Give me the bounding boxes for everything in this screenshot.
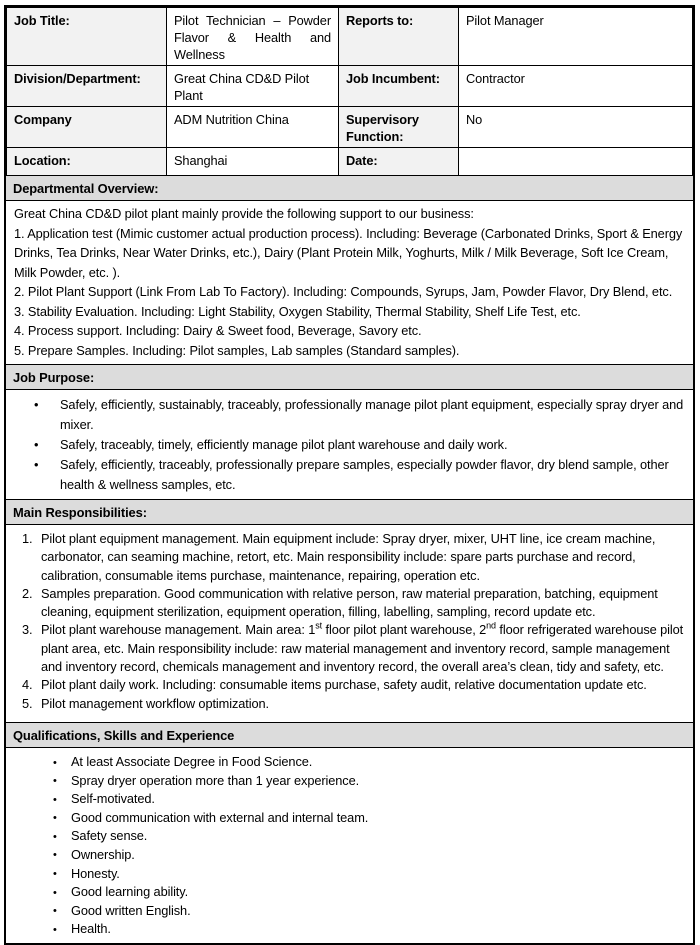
job-purpose-list: [14, 395, 684, 495]
list-item: • Good written English.: [14, 902, 684, 921]
qualifications-list: [14, 753, 684, 939]
division-department-value: Great China CD&D Pilot Plant: [167, 66, 339, 107]
list-item: • Good learning ability.: [14, 883, 684, 902]
info-row-division: [7, 66, 693, 107]
company-value: ADM Nutrition China: [167, 107, 339, 148]
job-info-table: [6, 7, 693, 176]
info-row-company: [7, 107, 693, 148]
list-item: • Safely, efficiently, sustainably, traceably, professionally manage pilot plant equipment, especially spray dryer and mixer.: [14, 395, 684, 435]
text-part: Pilot plant warehouse management. Main area: 1: [41, 622, 316, 638]
list-item: • Safety sense.: [14, 827, 684, 846]
list-item: • Safely, efficiently, traceably, professionally prepare samples, especially powder flavor, dry blend sample, other health & wellness samples, etc.: [14, 455, 684, 495]
departmental-overview-body: [6, 201, 693, 364]
list-item: • Safely, traceably, timely, efficiently manage pilot plant warehouse and daily work.: [14, 435, 684, 455]
section-heading-job-purpose: Job Purpose:: [6, 364, 693, 390]
section-heading-qualifications: Qualifications, Skills and Experience: [6, 722, 693, 748]
overview-point: 5. Prepare Samples. Including: Pilot samples, Lab samples (Standard samples).: [14, 342, 460, 358]
text-part: floor refrigerated warehouse pilot plant area, etc. Main responsibility include: raw material management and inventory record, sample management and inventory record, chemicals management and inventory record, the overall area’s clean, tidy and safety, etc.: [41, 622, 684, 675]
ordinal-superscript: st: [315, 621, 323, 632]
job-incumbent-value: Contractor: [459, 66, 693, 107]
reports-to-label: Reports to:: [339, 8, 459, 66]
date-value: [459, 148, 693, 176]
main-responsibilities-body: [6, 525, 693, 722]
list-item: Pilot plant equipment management. Main equipment include: Spray dryer, mixer, UHT line, ice cream machine, carbonator, can seaming machine, retort, etc. Main responsibility include: spare parts purchase and record, calibration, consumable items purchase, maintenance, repairing, operation etc.: [41, 531, 656, 583]
location-label: Location:: [7, 148, 167, 176]
overview-point: 4. Process support. Including: Dairy & Sweet food, Beverage, Savory etc.: [14, 323, 422, 338]
section-heading-main-responsibilities: Main Responsibilities:: [6, 499, 693, 525]
company-label: Company: [7, 107, 167, 148]
list-item: • Health.: [14, 920, 684, 939]
date-label: Date:: [339, 148, 459, 176]
section-heading-departmental-overview: Departmental Overview:: [6, 176, 693, 201]
list-item: Samples preparation. Good communication with relative person, raw material preparation, batching, equipment cleaning, equipment sterilization, equipment operation, filling, labelling, sampling, record update etc.: [41, 585, 658, 620]
list-item: • Honesty.: [14, 865, 684, 884]
text-part: floor pilot plant warehouse, 2: [322, 622, 487, 638]
reports-to-value: Pilot Manager: [459, 8, 693, 66]
division-department-label: Division/Department:: [7, 66, 167, 107]
job-description-document: [4, 5, 695, 945]
list-item: • Spray dryer operation more than 1 year experience.: [14, 772, 684, 791]
list-item: • Self-motivated.: [14, 790, 684, 809]
main-responsibilities-list: [14, 530, 684, 713]
supervisory-function-label: Supervisory Function:: [339, 107, 459, 148]
ordinal-superscript: nd: [486, 621, 496, 632]
qualifications-body: [6, 748, 693, 943]
list-item: • At least Associate Degree in Food Science.: [14, 753, 684, 772]
job-title-label: Job Title:: [7, 8, 167, 66]
overview-intro: Great China CD&D pilot plant mainly provide the following support to our business:: [14, 206, 474, 221]
overview-point: 1. Application test (Mimic customer actual production process). Including: Beverage (Carbonated Drinks, Sport & Energy Drinks, Tea Drinks, Near Water Drinks, etc.), Dairy (Plant Protein Milk, Yoghurts, Milk / Milk Beverage, Soft Ice Cream, Milk Powder, etc. ).: [14, 225, 683, 280]
job-incumbent-label: Job Incumbent:: [339, 66, 459, 107]
list-item: Pilot plant daily work. Including: consumable items purchase, safety audit, relative documentation update etc.: [41, 677, 647, 693]
location-value: Shanghai: [167, 148, 339, 176]
info-row-location: [7, 148, 693, 176]
job-purpose-body: [6, 390, 693, 499]
list-item: Pilot management workflow optimization.: [41, 695, 269, 711]
job-title-value: Pilot Technician – Powder Flavor & Health and Wellness: [167, 8, 339, 66]
list-item: [14, 621, 684, 676]
supervisory-function-value: No: [459, 107, 693, 148]
list-item: • Good communication with external and internal team.: [14, 809, 684, 828]
overview-point: 2. Pilot Plant Support (Link From Lab To Factory). Including: Compounds, Syrups, Jam, Powder Flavor, Dry Blend, etc.: [14, 284, 673, 299]
list-item: • Ownership.: [14, 846, 684, 865]
overview-point: 3. Stability Evaluation. Including: Light Stability, Oxygen Stability, Thermal Stability, Shelf Life Test, etc.: [14, 303, 581, 319]
info-row-job-title: [7, 8, 693, 66]
